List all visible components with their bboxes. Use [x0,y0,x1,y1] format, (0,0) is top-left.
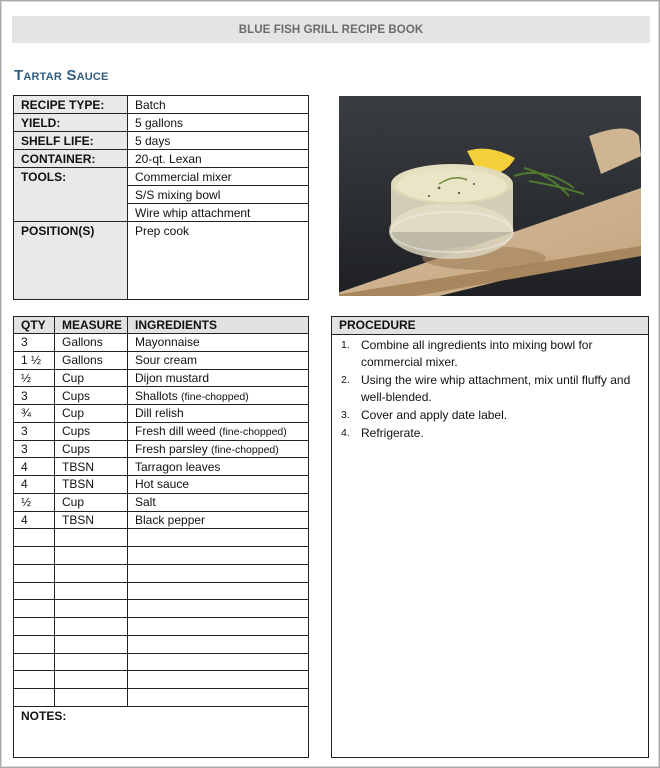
ingredient-measure: TBSN [55,458,128,476]
ingredient-name-cell [128,493,309,511]
ingredient-note: (fine-chopped) [219,426,287,439]
tartar-sauce-image [339,96,641,296]
empty-cell [128,653,309,671]
container-value: 20-qt. Lexan [128,150,309,168]
positions-label: POSITION(S) [14,222,128,300]
empty-ingredient-row [14,529,309,547]
empty-cell [14,671,55,689]
empty-cell [128,600,309,618]
info-row-shelf-life [14,132,309,150]
empty-ingredient-row [14,618,309,636]
info-row-positions [14,222,309,300]
tool-item: Wire whip attachment [128,204,309,222]
step-text: Using the wire whip attachment, mix until fluffy and well-blended. [361,373,631,404]
recipe-title: Tartar Sauce [14,67,109,84]
empty-cell [14,529,55,547]
empty-cell [55,689,128,707]
empty-cell [14,582,55,600]
step-number: 2. [341,374,350,386]
empty-cell [14,618,55,636]
ingredients-header-row [14,317,309,334]
info-row-recipe-type [14,96,309,114]
procedure-step [338,407,638,424]
ingredient-measure: TBSN [55,476,128,494]
ingredient-row [14,369,309,387]
shelf-life-value: 5 days [128,132,309,150]
ingredient-measure: Gallons [55,351,128,369]
ingredient-name: Hot sauce [135,477,190,492]
empty-cell [128,635,309,653]
empty-ingredient-row [14,564,309,582]
ingredient-name-cell [128,387,309,405]
ingredient-row [14,440,309,458]
ingredient-measure: Cup [55,493,128,511]
measure-header: MEASURE [55,317,128,334]
empty-ingredient-row [14,689,309,707]
ingredient-qty: 3 [14,334,55,352]
procedure-step [338,425,638,442]
ingredient-name: Tarragon leaves [135,459,221,474]
ingredients-table [13,316,309,758]
empty-cell [14,689,55,707]
recipe-info-table [13,95,309,300]
empty-cell [14,635,55,653]
tools-label: TOOLS: [14,168,128,222]
empty-ingredient-row [14,582,309,600]
empty-cell [128,529,309,547]
procedure-step [338,337,638,371]
ingredient-row [14,422,309,440]
ingredient-measure: Gallons [55,334,128,352]
tool-item: Commercial mixer [128,168,309,186]
empty-cell [128,689,309,707]
ingredient-measure: Cups [55,422,128,440]
empty-cell [55,600,128,618]
yield-value: 5 gallons [128,114,309,132]
ingredients-body [14,334,309,707]
ingredients-header: INGREDIENTS [128,317,309,334]
empty-cell [14,653,55,671]
empty-cell [14,600,55,618]
empty-cell [55,547,128,565]
recipe-type-label: RECIPE TYPE: [14,96,128,114]
ingredient-row [14,405,309,423]
empty-cell [128,582,309,600]
empty-ingredient-row [14,547,309,565]
ingredient-measure: Cups [55,440,128,458]
ingredient-measure: Cup [55,405,128,423]
ingredient-qty: 1 ½ [14,351,55,369]
empty-cell [55,564,128,582]
ingredient-measure: TBSN [55,511,128,529]
ingredient-name: Shallots [135,388,178,403]
empty-cell [14,547,55,565]
ingredient-name-cell [128,351,309,369]
step-text: Cover and apply date label. [361,408,508,422]
ingredient-qty: 3 [14,387,55,405]
notes-label: NOTES: [14,706,309,757]
step-number: 3. [341,409,350,421]
empty-cell [128,671,309,689]
procedure-step [338,372,638,406]
step-text: Combine all ingredients into mixing bowl for commercial mixer. [361,338,593,369]
empty-cell [128,618,309,636]
ingredient-qty: 3 [14,422,55,440]
empty-cell [55,653,128,671]
ingredient-name: Fresh parsley [135,441,208,456]
empty-ingredient-row [14,671,309,689]
ingredient-name: Salt [135,495,156,510]
ingredient-name-cell [128,334,309,352]
ingredient-qty: 3 [14,440,55,458]
ingredient-row [14,458,309,476]
ingredient-row [14,476,309,494]
ingredient-row [14,493,309,511]
ingredient-name: Black pepper [135,512,206,527]
ingredient-name: Dijon mustard [135,370,210,385]
positions-value: Prep cook [128,222,309,300]
ingredient-measure: Cups [55,387,128,405]
ingredient-qty: ½ [14,369,55,387]
ingredient-name: Mayonnaise [135,335,200,350]
ingredient-qty: ¾ [14,405,55,423]
empty-cell [128,564,309,582]
empty-cell [55,671,128,689]
info-row-yield [14,114,309,132]
empty-cell [55,529,128,547]
ingredient-name-cell [128,476,309,494]
ingredient-name-cell [128,511,309,529]
empty-ingredient-row [14,635,309,653]
ingredient-name-cell [128,458,309,476]
procedure-steps [332,335,648,442]
ingredient-note: (fine-chopped) [181,390,249,403]
ingredient-row [14,351,309,369]
step-number: 4. [341,427,350,439]
empty-cell [128,547,309,565]
procedure-box [331,316,649,758]
recipe-type-value: Batch [128,96,309,114]
ingredient-name: Fresh dill weed [135,424,216,439]
ingredient-row [14,511,309,529]
recipe-book-header [12,16,650,43]
ingredient-name-cell [128,405,309,423]
ingredient-name: Sour cream [135,353,198,368]
empty-ingredient-row [14,653,309,671]
ingredient-qty: 4 [14,476,55,494]
ingredient-name-cell [128,422,309,440]
procedure-title: PROCEDURE [332,317,648,335]
empty-cell [55,582,128,600]
tool-item: S/S mixing bowl [128,186,309,204]
notes-row [14,706,309,757]
shelf-life-label: SHELF LIFE: [14,132,128,150]
info-row-tools [14,168,309,186]
step-number: 1. [341,339,350,351]
ingredient-qty: 4 [14,511,55,529]
qty-header: QTY [14,317,55,334]
ingredient-name: Dill relish [135,406,184,421]
ingredient-note: (fine-chopped) [211,443,279,456]
ingredient-name-cell [128,440,309,458]
step-text: Refrigerate. [361,426,424,440]
yield-label: YIELD: [14,114,128,132]
info-row-container [14,150,309,168]
empty-cell [55,618,128,636]
empty-cell [55,635,128,653]
empty-cell [14,564,55,582]
ingredient-row [14,387,309,405]
empty-ingredient-row [14,600,309,618]
ingredient-row [14,334,309,352]
ingredient-qty: 4 [14,458,55,476]
ingredient-qty: ½ [14,493,55,511]
ingredient-name-cell [128,369,309,387]
container-label: CONTAINER: [14,150,128,168]
ingredient-measure: Cup [55,369,128,387]
recipe-book-title: BLUE FISH GRILL RECIPE BOOK [238,23,424,36]
tartar-sauce-photo [339,96,641,296]
